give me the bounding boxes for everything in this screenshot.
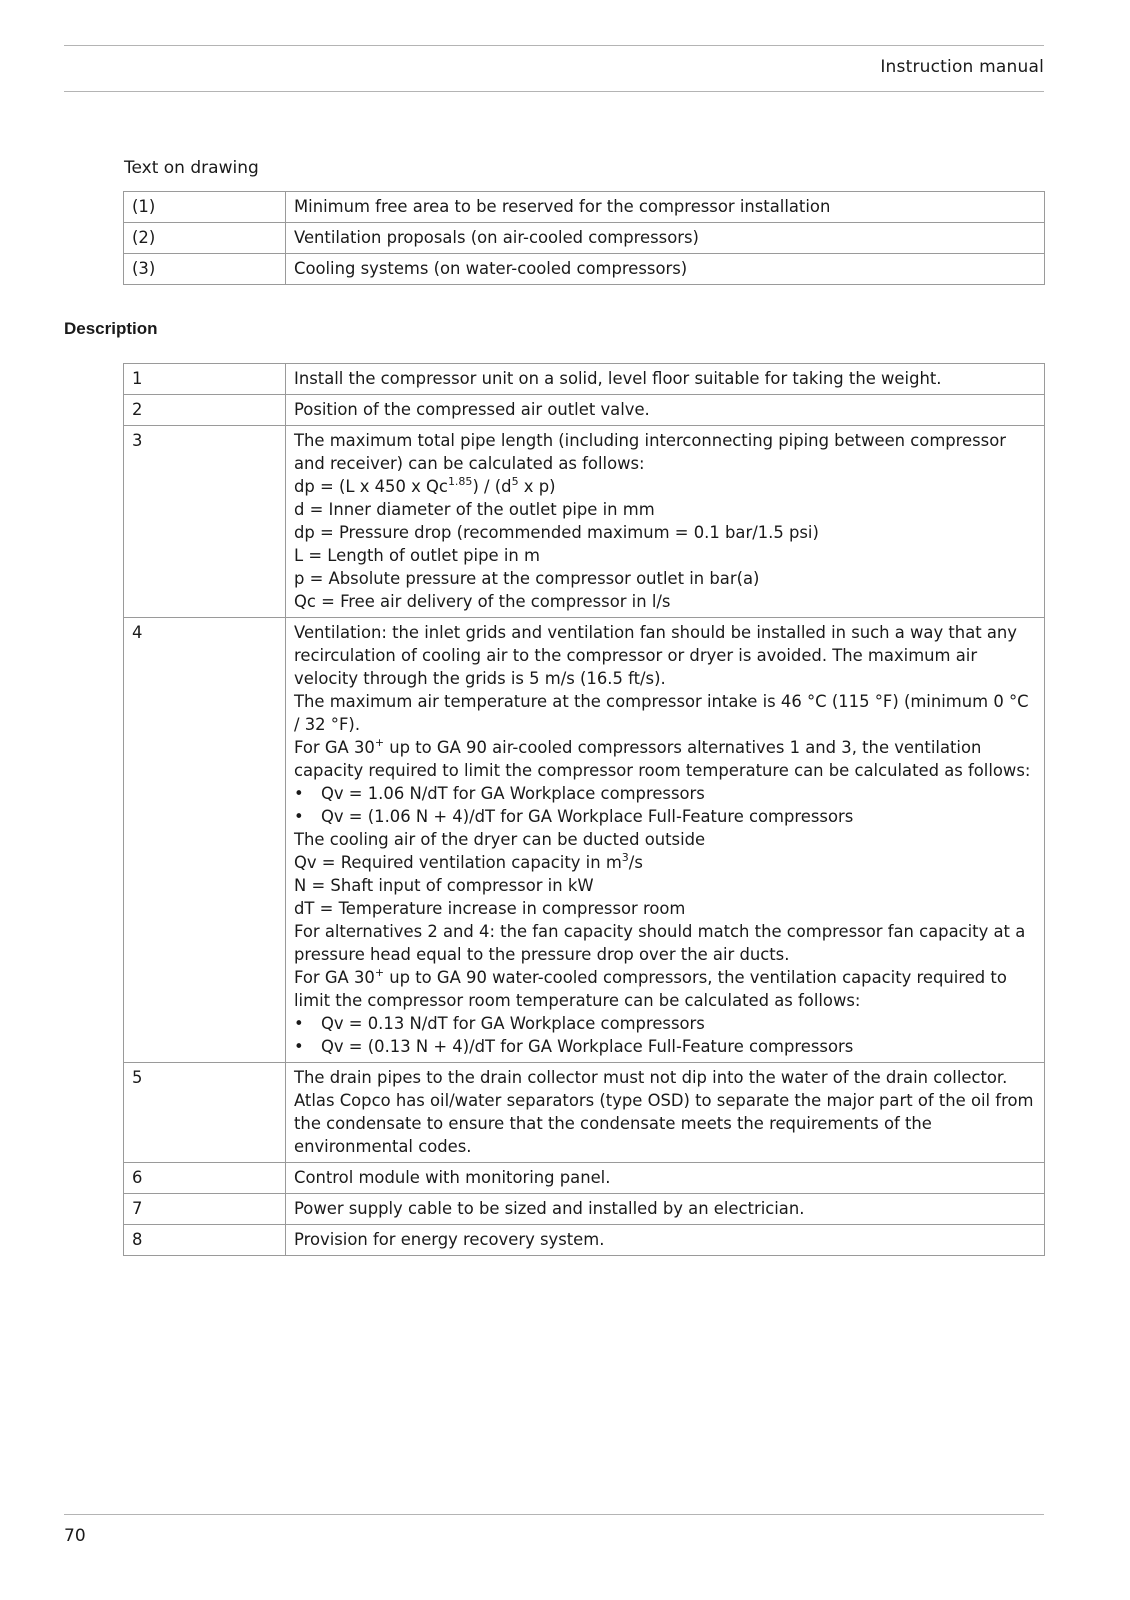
page-number: 70 [64,1526,86,1546]
bullet-item: • Qv = 0.13 N/dT for GA Workplace compressors [294,1012,1036,1035]
top-rule [64,45,1044,46]
row-text: Provision for energy recovery system. [286,1225,1045,1256]
air-cooled-paragraph [294,736,1036,782]
formula-part: dp = (L x 450 x Qc [294,477,448,496]
row-number: 3 [124,426,286,618]
table-row [124,426,1045,618]
bullet-item: • Qv = 1.06 N/dT for GA Workplace compressors [294,782,1036,805]
fan-capacity-paragraph: For alternatives 2 and 4: the fan capacity should match the compressor fan capacity at a pressure head equal to the pressure drop over the air ducts. [294,922,1026,964]
table-row [124,1194,1045,1225]
table-row [124,254,1045,285]
table-row [124,364,1045,395]
drawing-legend-table [123,191,1045,285]
text-part: For GA 30 [294,968,375,987]
ventilation-paragraph: Ventilation: the inlet grids and ventilation fan should be installed in such a way that any recirculation of cooling air to the compressor or dryer is avoided. The maximum air velocity through the grids is 5 m/s (16.5 ft/s). [294,623,1018,688]
table-row [124,223,1045,254]
formula-variable: p = Absolute pressure at the compressor outlet in bar(a) [294,569,760,588]
row-number: 1 [124,364,286,395]
header-rule [64,91,1044,92]
formula-variable: Qc = Free air delivery of the compressor in l/s [294,592,671,611]
temperature-paragraph: The maximum air temperature at the compressor intake is 46 °C (115 °F) (minimum 0 °C / 32 °F). [294,692,1029,734]
bullet-item: • Qv = (1.06 N + 4)/dT for GA Workplace Full-Feature compressors [294,805,1036,828]
formula-exponent: 5 [511,475,519,488]
description-heading: Description [64,319,158,338]
superscript: + [374,736,385,749]
text-part: Qv = Required ventilation capacity in m [294,853,622,872]
legend-text: Cooling systems (on water-cooled compressors) [286,254,1045,285]
dryer-note: The cooling air of the dryer can be ducted outside [294,830,706,849]
table-row [124,192,1045,223]
legend-ref: (3) [124,254,286,285]
row-number: 7 [124,1194,286,1225]
table-row [124,1063,1045,1163]
row-text [286,618,1045,1063]
formula-variable: dp = Pressure drop (recommended maximum = 0.1 bar/1.5 psi) [294,523,819,542]
text-part: /s [628,853,643,872]
description-table [123,363,1045,1256]
table-row [124,395,1045,426]
row-number: 8 [124,1225,286,1256]
formula-exponent: 1.85 [447,475,473,488]
row-text [286,426,1045,618]
formula-variable [294,851,1036,874]
row-number: 5 [124,1063,286,1163]
formula-part: ) / (d [472,477,512,496]
row-number: 2 [124,395,286,426]
formula-variable: N = Shaft input of compressor in kW [294,876,594,895]
legend-ref: (1) [124,192,286,223]
formula-part: x p) [518,477,556,496]
legend-text: Minimum free area to be reserved for the compressor installation [286,192,1045,223]
row-text: The drain pipes to the drain collector must not dip into the water of the drain collector. Atlas Copco has oil/water separators (type OSD) to separate the major part of the oil from the condensate to ensure that the condensate meets the requirements of the environmental codes. [286,1063,1045,1163]
formula-variable: d = Inner diameter of the outlet pipe in mm [294,500,655,519]
table-row [124,1163,1045,1194]
formula-variable: dT = Temperature increase in compressor room [294,899,686,918]
row-number: 6 [124,1163,286,1194]
row-text: Install the compressor unit on a solid, level floor suitable for taking the weight. [286,364,1045,395]
legend-ref: (2) [124,223,286,254]
pipe-length-intro: The maximum total pipe length (including interconnecting piping between compressor and receiver) can be calculated as follows: [294,431,1006,473]
table-row [124,1225,1045,1256]
text-part: For GA 30 [294,738,375,757]
superscript: + [374,966,385,979]
legend-text: Ventilation proposals (on air-cooled compressors) [286,223,1045,254]
table-row [124,618,1045,1063]
water-cooled-paragraph [294,966,1036,1012]
formula-variable: L = Length of outlet pipe in m [294,546,540,565]
text-part: up to GA 90 water-cooled compressors, the ventilation capacity required to limit the compressor room temperature can be calculated as follows: [294,968,1007,1010]
footer-rule [64,1514,1044,1515]
drawing-legend-heading: Text on drawing [124,158,259,178]
row-text: Control module with monitoring panel. [286,1163,1045,1194]
header-title: Instruction manual [880,57,1044,77]
pipe-length-formula [294,475,1036,498]
text-part: up to GA 90 air-cooled compressors alternatives 1 and 3, the ventilation capacity required to limit the compressor room temperature can be calculated as follows: [294,738,1031,780]
row-text: Power supply cable to be sized and installed by an electrician. [286,1194,1045,1225]
row-text: Position of the compressed air outlet valve. [286,395,1045,426]
bullet-item: • Qv = (0.13 N + 4)/dT for GA Workplace Full-Feature compressors [294,1035,1036,1058]
superscript: 3 [621,851,629,864]
row-number: 4 [124,618,286,1063]
